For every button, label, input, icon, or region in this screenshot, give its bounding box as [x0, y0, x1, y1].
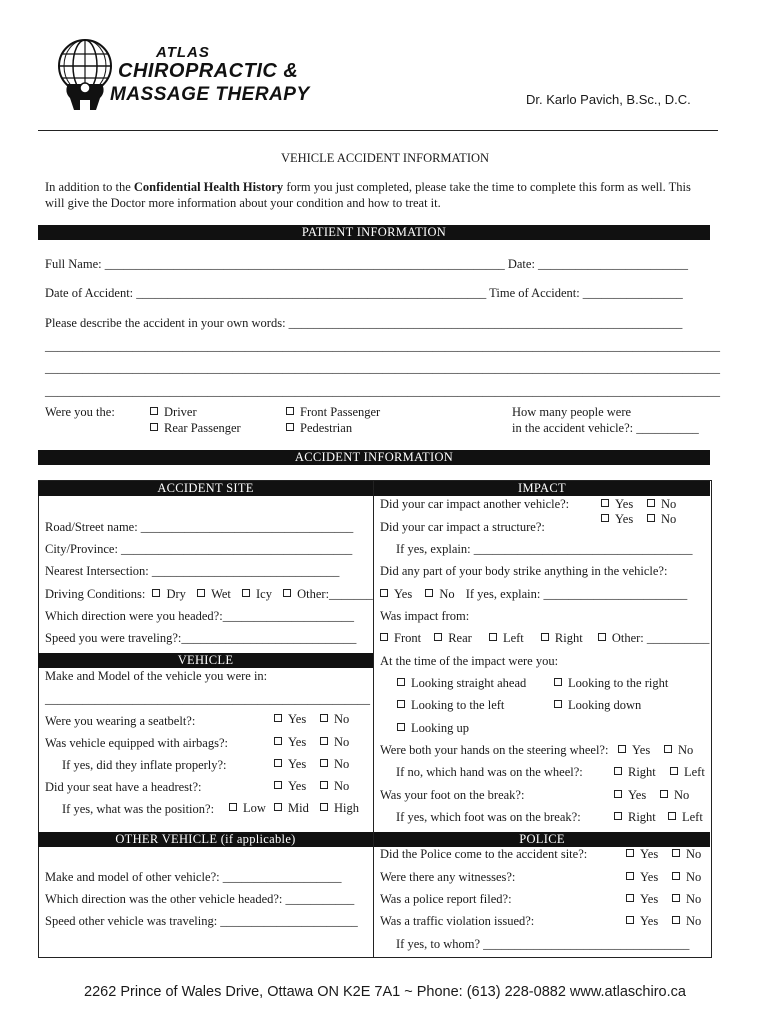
headrest-yes[interactable]: Yes — [274, 779, 306, 794]
accident-info-heading: ACCIDENT INFORMATION — [38, 450, 710, 465]
accident-date-field[interactable]: Date of Accident: ________________________________________________________ Time of Accident: ________________ — [45, 286, 683, 300]
airbags-yes[interactable]: Yes — [274, 735, 306, 750]
position-high[interactable]: High — [320, 801, 359, 816]
police-come-label: Did the Police come to the accident site?: — [380, 847, 588, 861]
violation-yes[interactable]: Yes — [626, 914, 658, 929]
foot-left[interactable]: Left — [668, 810, 703, 825]
inflate-yes[interactable]: Yes — [274, 757, 306, 772]
globe-figure-icon — [54, 38, 116, 112]
impact-other[interactable]: Other: __________ — [598, 631, 710, 645]
impact-left[interactable]: Left — [489, 631, 524, 645]
hands-no[interactable]: No — [664, 743, 693, 758]
body-strike-no[interactable]: No — [425, 587, 454, 601]
hand-left[interactable]: Left — [670, 765, 705, 780]
city-field[interactable]: City/Province: _____________________________________ — [45, 542, 353, 556]
driving-conditions: Driving Conditions: Dry Wet Icy Other:_______ — [45, 587, 373, 601]
front-passenger-option[interactable]: Front Passenger — [286, 405, 380, 420]
impact-explain-field[interactable]: If yes, explain: ___________________________________ — [396, 542, 693, 556]
looking-up[interactable]: Looking up — [397, 721, 469, 736]
report-yes[interactable]: Yes — [626, 892, 658, 907]
police-come-yes[interactable]: Yes — [626, 847, 658, 862]
patient-info-heading: PATIENT INFORMATION — [38, 225, 710, 240]
other-make-field[interactable]: Make and model of other vehicle?: ___________________ — [45, 870, 342, 884]
hands-label: Were both your hands on the steering wheel?: — [380, 743, 609, 757]
footer-address: 2262 Prince of Wales Drive, Ottawa ON K2E 7A1 ~ Phone: (613) 228-0882 www.atlaschiro.ca — [84, 984, 686, 1000]
headrest-label: Did your seat have a headrest?: — [45, 780, 202, 794]
how-many-label: How many people were — [512, 405, 632, 419]
seatbelt-no[interactable]: No — [320, 712, 349, 727]
inflate-label: If yes, did they inflate properly?: — [62, 758, 227, 772]
position-mid[interactable]: Mid — [274, 801, 309, 816]
impact-structure-no[interactable]: No — [647, 512, 676, 527]
foot-yes[interactable]: Yes — [614, 788, 646, 803]
impact-rear[interactable]: Rear — [434, 631, 472, 645]
headrest-no[interactable]: No — [320, 779, 349, 794]
make-model-label: Make and Model of the vehicle you were in: — [45, 669, 268, 683]
inflate-no[interactable]: No — [320, 757, 349, 772]
impact-structure-label: Did your car impact a structure?: — [380, 520, 545, 534]
other-vehicle-heading: OTHER VEHICLE (if applicable) — [38, 832, 373, 847]
looking-left[interactable]: Looking to the left — [397, 698, 504, 713]
report-label: Was a police report filed?: — [380, 892, 512, 906]
at-time-label: At the time of the impact were you: — [380, 654, 559, 668]
other-speed-field[interactable]: Speed other vehicle was traveling: ______________________ — [45, 914, 358, 928]
pedestrian-option[interactable]: Pedestrian — [286, 421, 352, 436]
describe-line-3[interactable]: ____________________________________________________________________________________________________________ — [45, 384, 720, 398]
intro-line-2: will give the Doctor more information about your condition and how to treat it. — [45, 196, 441, 210]
vehicle-heading: VEHICLE — [38, 653, 373, 668]
were-you-label: Were you the: — [45, 405, 115, 419]
body-strike-yes[interactable]: Yes — [380, 587, 412, 601]
hands-yes[interactable]: Yes — [618, 743, 650, 758]
impact-vehicle-label: Did your car impact another vehicle?: — [380, 497, 570, 511]
full-name-field[interactable]: Full Name: ________________________________________________________________ Date: ________________________ — [45, 257, 689, 271]
impact-from-row — [380, 631, 709, 646]
impact-vehicle-no[interactable]: No — [647, 497, 676, 512]
which-foot-label: If yes, which foot was on the break?: — [396, 810, 581, 824]
describe-line-1[interactable]: ____________________________________________________________________________________________________________ — [45, 339, 720, 353]
witness-label: Were there any witnesses?: — [380, 870, 516, 884]
checkbox[interactable] — [286, 407, 294, 415]
dry-option[interactable]: Dry — [152, 587, 185, 601]
logo-massage: MASSAGE THERAPY — [110, 84, 310, 105]
impact-right[interactable]: Right — [541, 631, 583, 645]
describe-field[interactable]: Please describe the accident in your own words: _______________________________________________________________ — [45, 316, 683, 330]
make-model-field[interactable]: ____________________________________________________ — [45, 692, 370, 706]
speed-field[interactable]: Speed you were traveling?:____________________________ — [45, 631, 357, 645]
foot-right[interactable]: Right — [614, 810, 656, 825]
foot-no[interactable]: No — [660, 788, 689, 803]
rear-passenger-option[interactable]: Rear Passenger — [150, 421, 241, 436]
body-strike-row — [380, 587, 687, 602]
driver-option[interactable]: Driver — [150, 405, 197, 420]
airbags-label: Was vehicle equipped with airbags?: — [45, 736, 228, 750]
checkbox[interactable] — [150, 407, 158, 415]
report-no[interactable]: No — [672, 892, 701, 907]
body-strike-label: Did any part of your body strike anything in the vehicle?: — [380, 564, 668, 578]
other-condition-option[interactable]: Other:_______ — [283, 587, 373, 601]
seatbelt-yes[interactable]: Yes — [274, 712, 306, 727]
icy-option[interactable]: Icy — [242, 587, 272, 601]
position-low[interactable]: Low — [229, 801, 266, 816]
checkbox[interactable] — [150, 423, 158, 431]
foot-label: Was your foot on the break?: — [380, 788, 525, 802]
witness-yes[interactable]: Yes — [626, 870, 658, 885]
checkbox[interactable] — [286, 423, 294, 431]
whom-field[interactable]: If yes, to whom? _________________________________ — [396, 937, 690, 951]
police-come-no[interactable]: No — [672, 847, 701, 862]
looking-down[interactable]: Looking down — [554, 698, 641, 713]
police-heading: POLICE — [374, 832, 710, 847]
describe-line-2[interactable]: ____________________________________________________________________________________________________________ — [45, 361, 720, 375]
position-label: If yes, what was the position?: — [62, 802, 215, 816]
looking-straight[interactable]: Looking straight ahead — [397, 676, 526, 691]
witness-no[interactable]: No — [672, 870, 701, 885]
accident-site-heading: ACCIDENT SITE — [38, 481, 373, 496]
body-strike-explain[interactable]: If yes, explain: _______________________ — [465, 587, 688, 601]
violation-label: Was a traffic violation issued?: — [380, 914, 535, 928]
violation-no[interactable]: No — [672, 914, 701, 929]
other-direction-field[interactable]: Which direction was the other vehicle headed?: ___________ — [45, 892, 355, 906]
looking-right[interactable]: Looking to the right — [554, 676, 668, 691]
direction-field[interactable]: Which direction were you headed?:_____________________ — [45, 609, 354, 623]
column-divider — [373, 480, 374, 957]
impact-from-label: Was impact from: — [380, 609, 470, 623]
airbags-no[interactable]: No — [320, 735, 349, 750]
form-title: VEHICLE ACCIDENT INFORMATION — [280, 151, 490, 165]
wet-option[interactable]: Wet — [197, 587, 231, 601]
intro-line-1: In addition to the Confidential Health History form you just completed, please take the time to complete this form as well. This — [45, 180, 691, 194]
seatbelt-label: Were you wearing a seatbelt?: — [45, 714, 196, 728]
impact-vehicle-yes[interactable]: Yes — [601, 497, 633, 512]
how-many-field[interactable]: in the accident vehicle?: __________ — [512, 421, 699, 435]
logo-chiropractic: CHIROPRACTIC & — [118, 60, 299, 82]
impact-front[interactable]: Front — [380, 631, 421, 645]
header-divider — [38, 130, 718, 131]
impact-heading: IMPACT — [374, 481, 710, 496]
impact-structure-yes[interactable]: Yes — [601, 512, 633, 527]
road-field[interactable]: Road/Street name: __________________________________ — [45, 520, 354, 534]
which-hand-label: If no, which hand was on the wheel?: — [396, 765, 583, 779]
intersection-field[interactable]: Nearest Intersection: ______________________________ — [45, 564, 340, 578]
logo-atlas: ATLAS — [156, 44, 210, 61]
doctor-name: Dr. Karlo Pavich, B.Sc., D.C. — [526, 92, 691, 107]
hand-right[interactable]: Right — [614, 765, 656, 780]
